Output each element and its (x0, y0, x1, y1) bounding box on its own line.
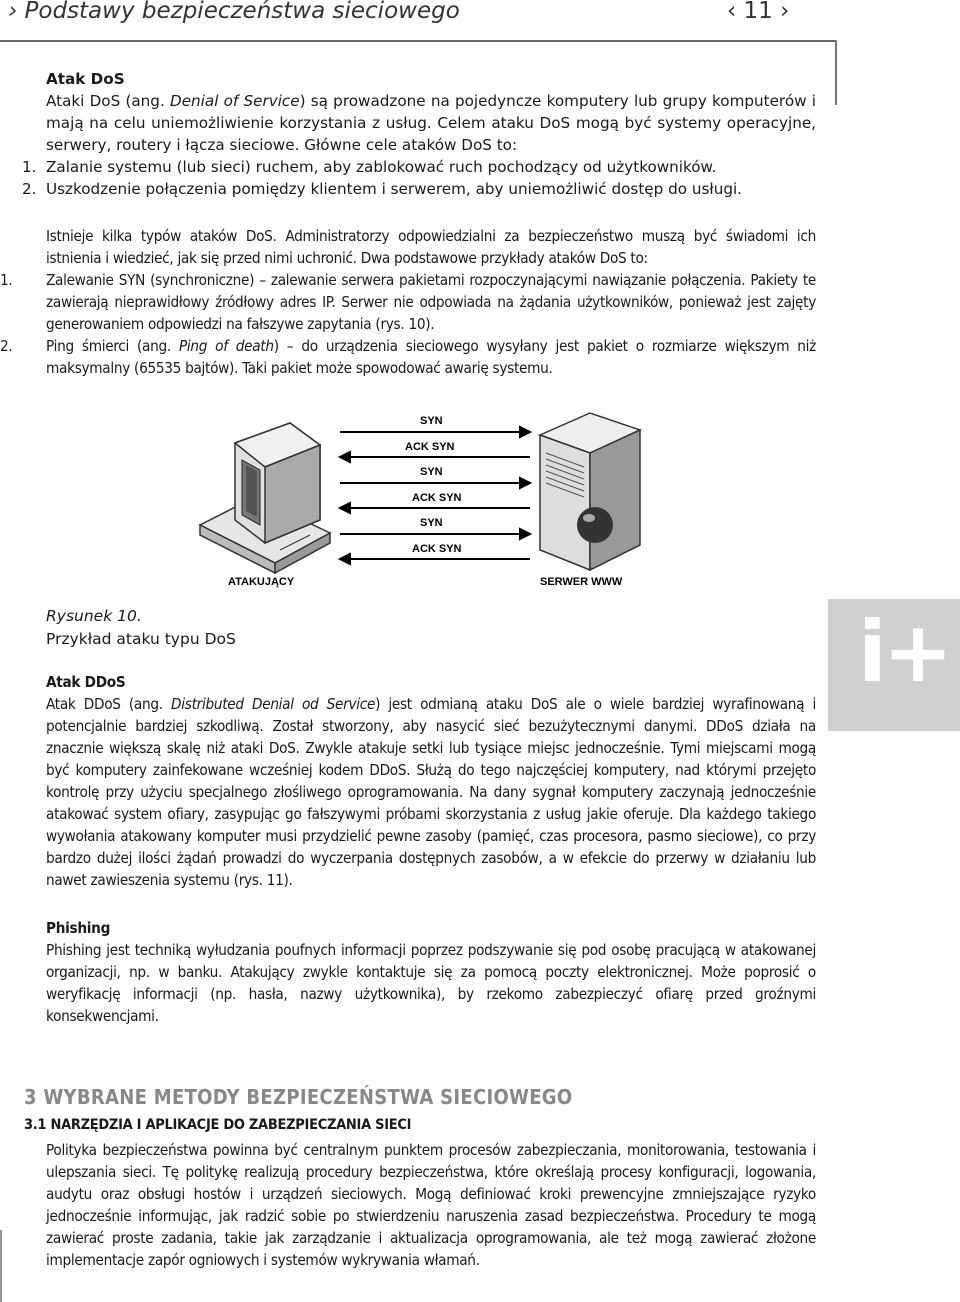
page-number: ‹ 11 › (727, 0, 790, 24)
gutter-rule (0, 1230, 2, 1302)
dos-goal-2: 2. Uszkodzenie połączenia pomiędzy klientem i serwerem, aby uniemożliwić dostęp do usługi. (22, 180, 743, 198)
section-3-1-paragraph: Polityka bezpieczeństwa powinna być centralnym punktem procesów zabezpieczania, monitorowania, testowania i ulepszania sieci. Tę politykę realizują procedury bezpieczeństwa, które określają procesy konfiguracji, logowania, audytu oraz obsługi hostów i urządzeń sieciowych. Mogą definiować kroki prewencyjne zmniejszające ryzyko jednocześnie informując, jak radzić sobie po stwierdzeniu naruszenia zasad bezpieczeństwa. Procedury te mogą zawierać proste zadania, takie jak zarządzanie i aktualizacja oprogramowania, ale też mogą zawierać złożone implementacje zapór ogniowych i systemów wykrywania włamań. (46, 1141, 816, 1269)
attacker-computer-icon (200, 423, 330, 573)
side-tab-label: i+ (858, 603, 950, 701)
packet-label: ACK SYN (412, 492, 462, 504)
server-icon (540, 413, 640, 570)
figure-caption (46, 605, 236, 651)
dos-types (0, 225, 817, 379)
phishing-section (46, 917, 816, 1027)
phishing-text: Phishing jest techniką wyłudzania poufnych informacji poprzez podszywanie się pod osobę pracującą w atakowanej organizacji, np. w banku. Atakujący zwykle kontaktuje się za pomocą poczty elektronicznej. Może poprosić o weryfikację informacji (np. hasła, nazwy użytkownika), by rzekomo zabezpieczyć ofiarę przed groźnymi konsekwencjami. (46, 941, 816, 1025)
ddos-text: Atak DDoS (ang. Distributed Denial od Service) jest odmianą ataku DoS ale o wiele bardziej wyrafinowaną i potencjalnie bardziej szkodliwą. Został stworzony, aby nasycić sieć bezużytecznymi danymi. DDoS działa na znacznie większą skalę niż ataki DoS. Zwykle atakuje setki lub tysiące miejsc jednocześnie. Tymi miejscami mogą być komputery zainfekowane wcześniej kodem DDoS. Służą do tego najczęściej komputery, nad którymi przejęto kontrolę przy użyciu specjalnego złośliwego oprogramowania. Na dany sygnał komputery zaczynają jednocześnie atakować system ofiary, zasypując go fałszywymi próbami skorzystania z usług jakie oferuje. Dla każdego takiego wywołania atakowany komputer musi przydzielić pewne zasoby (pamięć, czas procesora, pasmo sieciowe), co przy bardzo dużej ilości żądań prowadzi do wyczerpania dostępnych zasobów, a w efekcie do przerwy w działaniu lub nawet zawieszenia systemu (rys. 11). (46, 695, 816, 889)
ping-term: Ping of death (178, 337, 274, 355)
attacker-label: ATAKUJĄCY (228, 576, 295, 588)
dos-diagram (180, 405, 660, 595)
phishing-heading: Phishing (46, 919, 111, 937)
running-header-title: › Podstawy bezpieczeństwa sieciowego (8, 0, 460, 24)
list-number: 1. (22, 158, 37, 176)
dos-goal-1: 1. Zalanie systemu (lub sieci) ruchem, aby zablokować ruch pochodzący od użytkowników. (22, 158, 717, 176)
dos-term: Denial of Service (170, 92, 300, 110)
ddos-heading: Atak DDoS (46, 673, 126, 691)
packet-label: SYN (420, 466, 443, 478)
dos-intro: Ataki DoS (ang. Denial of Service) są prowadzone na pojedyncze komputery lub grupy komputerów i mają na celu uniemożliwienie korzystania z usług. Celem ataku DoS mogą być systemy operacyjne, serwery, routery i łącza sieciowe. Główne cele ataków DoS to: (46, 92, 816, 154)
list-number: 2. (22, 180, 37, 198)
caption-text: Przykład ataku typu DoS (46, 630, 236, 648)
list-number: 2. (0, 337, 13, 355)
header-rule (0, 40, 836, 42)
caption-number: Rysunek 10. (46, 607, 142, 625)
packet-label: ACK SYN (405, 441, 455, 453)
dos-heading: Atak DoS (46, 70, 125, 88)
packet-label: SYN (420, 415, 443, 427)
server-label: SERWER WWW (540, 576, 623, 588)
dos-type-syn: 1. Zalewanie SYN (synchroniczne) – zalewanie serwera pakietami rozpoczynającymi nawiązanie połączenia. Pakiety te zawierają nieprawidłowy źródłowy adres IP. Serwer nie odpowiada na żądania użytkowników, ponieważ jest zajęty generowaniem odpowiedzi na fałszywe zapytania (rys. 10). (0, 271, 816, 333)
section-3-1-title: 3.1 NARZĘDZIA I APLIKACJE DO ZABEZPIECZANIA SIECI (24, 1117, 412, 1133)
packet-label: ACK SYN (412, 543, 462, 555)
packet-label: SYN (420, 517, 443, 529)
list-number: 1. (0, 271, 13, 289)
ddos-section (46, 671, 816, 891)
section-3-1-text (46, 1139, 816, 1271)
header-vertical-rule (835, 40, 837, 105)
section-3-title: 3 WYBRANE METODY BEZPIECZEŃSTWA SIECIOWEGO (24, 1085, 573, 1109)
dos-type-ping: 2. Ping śmierci (ang. Ping of death) – do urządzenia sieciowego wysyłany jest pakiet o rozmiarze większym niż maksymalny (65535 bajtów). Taki pakiet może spowodować awarię systemu. (0, 337, 817, 377)
dos-section (22, 68, 816, 200)
dos-types-intro: Istnieje kilka typów ataków DoS. Administratorzy odpowiedzialni za bezpieczeństwo muszą być świadomi ich istnienia i wiedzieć, jak się przed nimi uchronić. Dwa podstawowe przykłady ataków DoS to: (46, 227, 816, 267)
side-tab-badge (828, 599, 960, 731)
ddos-term: Distributed Denial od Service (171, 695, 376, 713)
